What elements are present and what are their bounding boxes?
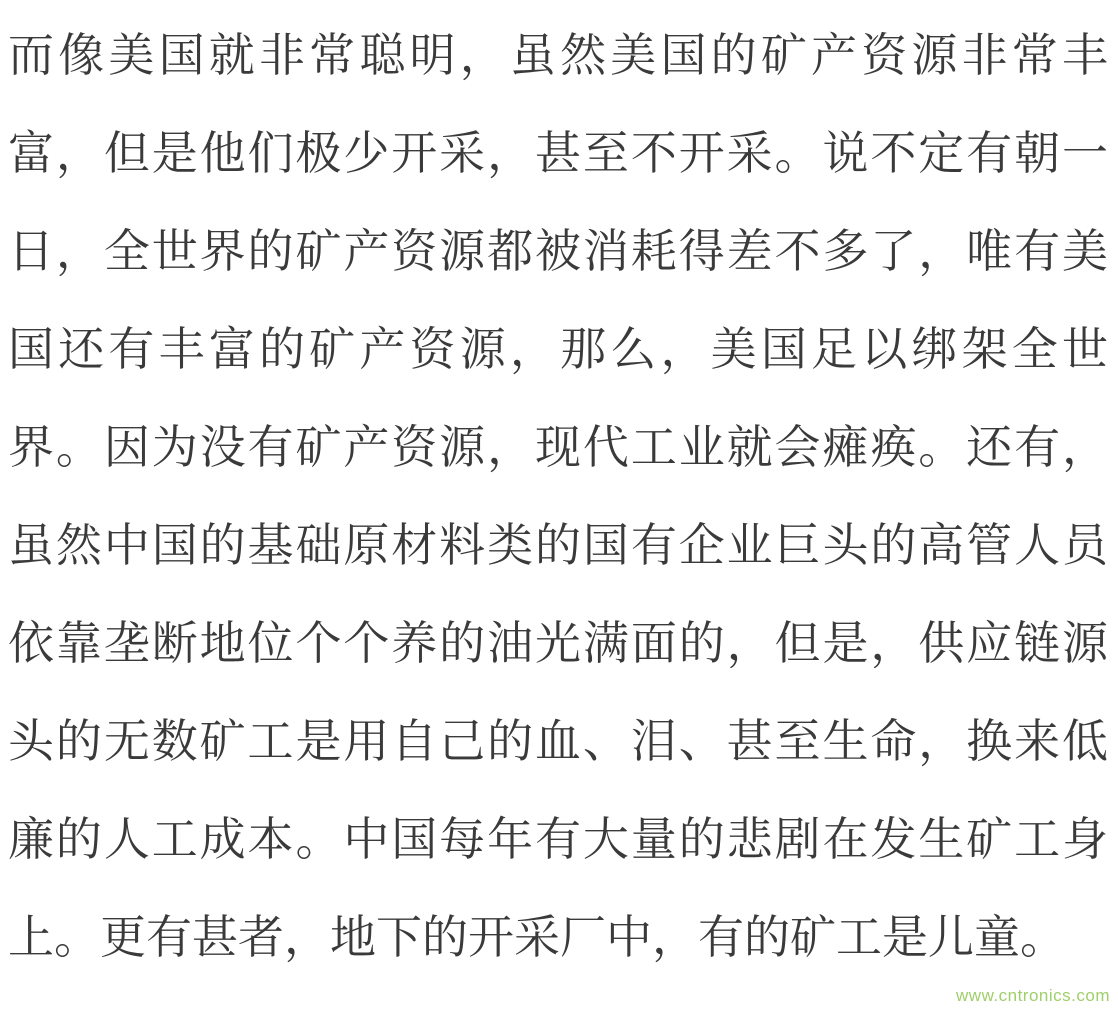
article-paragraph: 而像美国就非常聪明，虽然美国的矿产资源非常丰富，但是他们极少开采，甚至不开采。说不定有朝一日，全世界的矿产资源都被消耗得差不多了，唯有美国还有丰富的矿产资源，那么，美国足以绑架全世界。因为没有矿产资源，现代工业就会瘫痪。还有，虽然中国的基础原材料类的国有企业巨头的高管人员依靠垄断地位个个养的油光满面的，但是，供应链源头的无数矿工是用自己的血、泪、甚至生命，换来低廉的人工成本。中国每年有大量的悲剧在发生矿工身上。更有甚者，地下的开采厂中，有的矿工是儿童。 bbox=[8, 28, 1108, 964]
article-body bbox=[8, 6, 1108, 986]
watermark-label: www.cntronics.com bbox=[956, 986, 1110, 1005]
